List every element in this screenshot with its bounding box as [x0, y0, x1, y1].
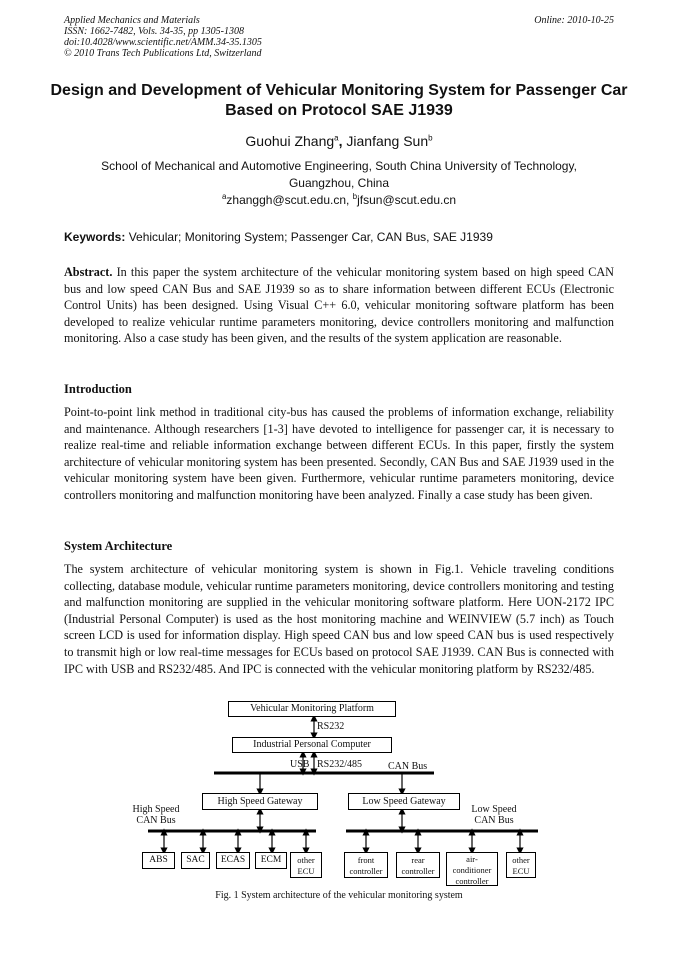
low-speed-can-bus-label [466, 804, 522, 826]
introduction-heading: Introduction [64, 382, 132, 396]
ecm-ecu-box: ECM [255, 852, 287, 869]
author-2-sup: b [428, 133, 433, 143]
rear-controller-box [396, 852, 440, 878]
affiliation: School of Mechanical and Automotive Engineering, South China University of Technology, Guangzhou, China [101, 159, 577, 190]
front-controller-line1: front [357, 855, 375, 865]
high-other-ecu-box [290, 852, 322, 878]
high-speed-can-bus-line1: High Speed [132, 804, 180, 815]
figure-1-caption: Fig. 1 System architecture of the vehicular monitoring system [215, 890, 463, 901]
keywords [64, 230, 614, 244]
low-other-ecu-line2: ECU [512, 866, 530, 876]
high-speed-can-bus-label [128, 804, 184, 826]
low-speed-can-bus-line1: Low Speed [471, 804, 517, 815]
issn: ISSN: 1662-7482, Vols. 34-35, pp 1305-1308 [64, 26, 244, 37]
system-architecture-heading: System Architecture [64, 539, 173, 553]
doi: doi:10.4028/www.scientific.net/AMM.34-35.1305 [64, 37, 262, 48]
front-controller-line2: controller [349, 866, 383, 876]
high-other-ecu-line2: ECU [297, 866, 315, 876]
online-date: Online: 2010-10-25 [534, 15, 614, 26]
system-architecture-text: The system architecture of vehicular monitoring system is shown in Fig.1. Vehicle traveling conditions collecting, database module, vehicular runtime parameters monitoring, device controllers monitoring and testing and malfunction monitoring are supplied in the vehicular monitoring software platform. Here UON-2172 IPC (Industrial Personal Computer) is used as the host monitoring machine and WEINVIEW (5.7 inch) as Touch screen LCD is used for information display. High speed CAN bus and low speed CAN bus is used respectively to transmit high or low real-time messages for ECUs based on protocol SAE J1939. CAN Bus is connected with IPC with USB and RS232/485. And IPC is connected with the vehicular monitoring platform by RS232/485. [64, 562, 614, 676]
vehicular-monitoring-platform-box: Vehicular Monitoring Platform [228, 701, 396, 717]
author-2: Jianfang Sun [346, 133, 429, 149]
email-a-sup: a [221, 192, 227, 201]
low-speed-gateway-box: Low Speed Gateway [348, 793, 460, 810]
rs232-485-label: RS232/485 [317, 759, 363, 770]
front-controller-box [344, 852, 388, 878]
high-speed-can-bus-line2: CAN Bus [136, 815, 176, 826]
air-conditioner-controller-box [446, 852, 498, 886]
low-speed-can-bus-line2: CAN Bus [474, 815, 514, 826]
low-other-ecu-line1: other [512, 855, 530, 865]
abs-ecu-box: ABS [142, 852, 175, 869]
abstract-label: Abstract. [64, 265, 113, 279]
usb-label: USB [290, 759, 310, 770]
air-conditioner-line1: air- [466, 854, 478, 864]
air-conditioner-line3: controller [455, 876, 489, 886]
ipc-box: Industrial Personal Computer [232, 737, 392, 753]
authors [0, 133, 678, 149]
author-1: Guohui Zhang [245, 133, 335, 149]
journal-header [64, 15, 262, 59]
air-conditioner-line2: conditioner [452, 865, 492, 875]
keywords-text: Vehicular; Monitoring System; Passenger Car, CAN Bus, SAE J1939 [125, 230, 493, 244]
keywords-label: Keywords: [64, 230, 126, 244]
low-other-ecu-box [506, 852, 536, 878]
email-a[interactable]: zhanggh@scut.edu.cn, [226, 193, 353, 207]
rear-controller-line1: rear [411, 855, 425, 865]
copyright: © 2010 Trans Tech Publications Ltd, Switzerland [64, 48, 262, 59]
author-separator: , [338, 133, 347, 149]
high-speed-gateway-box: High Speed Gateway [202, 793, 318, 810]
introduction-text: Point-to-point link method in traditional city-bus has caused the problems of information exchange, reliability and maintenance. Although researchers [1-3] have devoted to intelligence for passenger car, it is necessary to realize real-time and reliable information exchange between different ECUs. In this paper, firstly the system architecture of vehicular monitoring system has been presented. Secondly, CAN Bus and SAE J1939 used in the vehicular monitoring system have been given. Furthermore, vehicular runtime parameters monitoring, device controllers monitoring and malfunction monitoring have been analyzed. Finally a case study has been given. [64, 405, 614, 502]
paper-title: Design and Development of Vehicular Monitoring System for Passenger Car Based on Protocol SAE J1939 [50, 82, 628, 119]
journal-name: Applied Mechanics and Materials [64, 15, 200, 26]
figure-1-diagram [120, 698, 560, 893]
rear-controller-line2: controller [401, 866, 435, 876]
abstract [64, 264, 614, 347]
abstract-text: In this paper the system architecture of the vehicular monitoring system based on high speed CAN bus and low speed CAN Bus and SAE J1939 so as to share information between different ECUs (Electronic Control Units) has been designed. Using Visual C++ 6.0, vehicular monitoring software platform has been developed to realize vehicular runtime parameters monitoring, device controllers monitoring and malfunction monitoring. Also a case study has been given, and the results of the system application are reasonable. [64, 265, 614, 346]
sac-ecu-box: SAC [181, 852, 210, 869]
ecas-ecu-box: ECAS [216, 852, 250, 869]
email-b[interactable]: jfsun@scut.edu.cn [357, 193, 457, 207]
email-b-sup: b [352, 192, 358, 201]
can-bus-label: CAN Bus [388, 761, 428, 772]
emails [0, 193, 678, 207]
rs232-label: RS232 [317, 721, 345, 732]
high-other-ecu-line1: other [297, 855, 315, 865]
author-1-sup: a [334, 133, 339, 143]
